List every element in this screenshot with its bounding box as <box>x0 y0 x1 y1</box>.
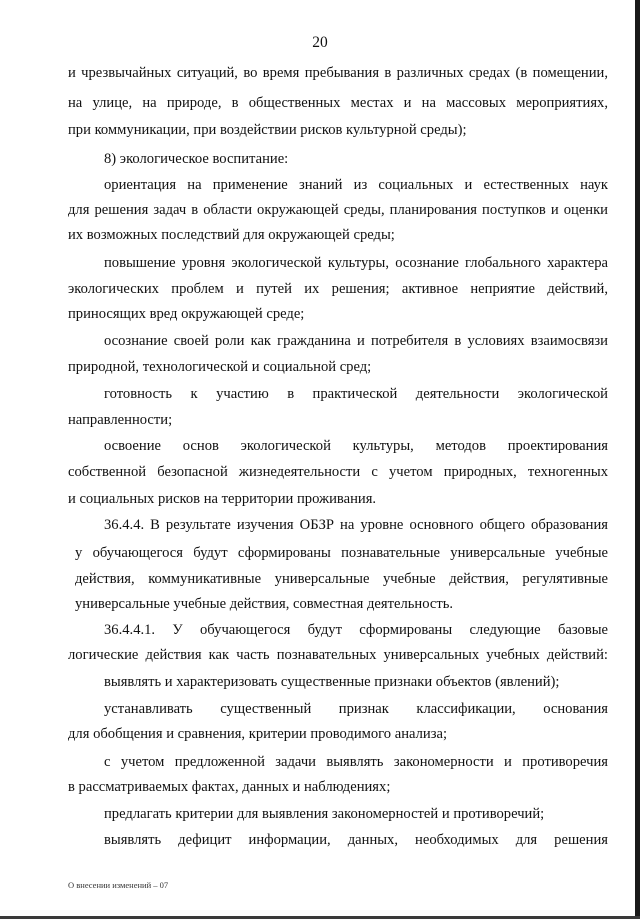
text-line: осознание своей роли как гражданина и потребителя в условиях взаимосвязи <box>104 333 608 349</box>
text-line: освоение основ экологической культуры, методов проектирования <box>104 438 608 454</box>
page-edge-shadow <box>635 0 640 919</box>
section-heading-36-4-4-1: 36.4.4.1. У обучающегося будут сформированы следующие базовые <box>104 622 608 638</box>
footer-note: О внесении изменений – 07 <box>68 880 169 890</box>
text-line: для обобщения и сравнения, критерии проводимого анализа; <box>68 726 448 742</box>
text-line: универсальные учебные действия, совместная деятельность. <box>75 596 454 612</box>
text-line: выявлять и характеризовать существенные признаки объектов (явлений); <box>104 674 560 690</box>
page-number: 20 <box>312 34 328 51</box>
text-line: предлагать критерии для выявления закономерностей и противоречий; <box>104 806 545 822</box>
text-line: логические действия как часть познавательных универсальных учебных действий: <box>68 647 608 663</box>
text-line: действия, коммуникативные универсальные учебные действия, регулятивные <box>75 571 608 587</box>
section-heading-36-4-4: 36.4.4. В результате изучения ОБЗР на уровне основного общего образования <box>104 517 608 533</box>
text-line: для решения задач в области окружающей среды, планирования поступков и оценки <box>68 202 608 218</box>
text-line: с учетом предложенной задачи выявлять закономерности и противоречия <box>104 754 608 770</box>
text-line: выявлять дефицит информации, данных, необходимых для решения <box>104 832 608 848</box>
text-line: направленности; <box>68 412 173 428</box>
list-item-heading: 8) экологическое воспитание: <box>104 151 289 167</box>
text-line: у обучающегося будут сформированы познавательные универсальные учебные <box>75 545 608 561</box>
text-line: экологических проблем и путей их решения; активное неприятие действий, <box>68 281 608 297</box>
text-line: на улице, на природе, в общественных местах и на массовых мероприятиях, <box>68 95 608 111</box>
text-line: в рассматриваемых фактах, данных и наблюдениях; <box>68 779 391 795</box>
text-line: готовность к участию в практической деятельности экологической <box>104 386 608 402</box>
text-line: ориентация на применение знаний из социальных и естественных наук <box>104 177 608 193</box>
text-line: и чрезвычайных ситуаций, во время пребывания в различных средах (в помещении, <box>68 65 608 81</box>
text-line: и социальных рисков на территории проживания. <box>68 491 377 507</box>
text-line: устанавливать существенный признак классификации, основания <box>104 701 608 717</box>
text-line: повышение уровня экологической культуры, осознание глобального характера <box>104 255 608 271</box>
text-line: природной, технологической и социальной сред; <box>68 359 372 375</box>
text-line: приносящих вред окружающей среде; <box>68 306 305 322</box>
text-line: их возможных последствий для окружающей среды; <box>68 227 395 243</box>
text-line: при коммуникации, при воздействии рисков культурной среды); <box>68 122 467 138</box>
text-line: собственной безопасной жизнедеятельности с учетом природных, техногенных <box>68 464 608 480</box>
